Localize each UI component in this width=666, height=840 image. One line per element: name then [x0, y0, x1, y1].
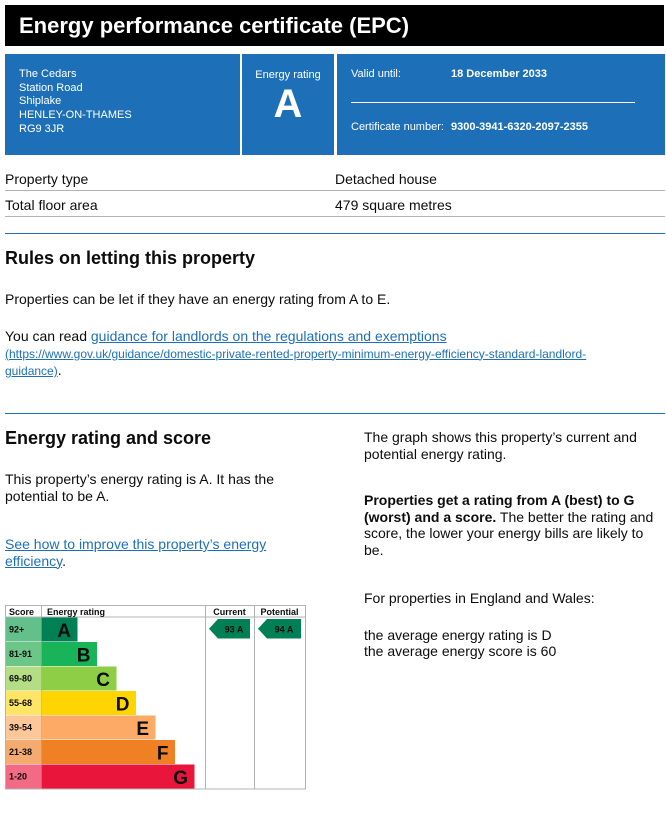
property-type-value: Detached house [335, 171, 437, 187]
valid-until-value: 18 December 2033 [451, 68, 548, 80]
property-type-row [5, 165, 665, 191]
floor-area-value: 479 square metres [335, 197, 452, 213]
header-potential: Potential [260, 607, 299, 617]
guidance-link[interactable]: guidance for landlords on the regulations and exemptions [90, 328, 447, 344]
header-energy-rating: Energy rating [47, 607, 106, 617]
rules-guidance-paragraph [5, 328, 655, 380]
address-line: Station Road [19, 81, 83, 94]
property-type-key: Property type [5, 171, 89, 187]
floor-area-key: Total floor area [5, 197, 98, 213]
band-bar [42, 740, 176, 764]
band-range: 69-80 [9, 673, 33, 684]
band-letter: E [136, 719, 149, 740]
score-paragraph: This property’s energy rating is A. It has the potential to be A. [5, 471, 274, 504]
score-heading: Energy rating and score [5, 428, 212, 448]
address-line: The Cedars [19, 68, 77, 80]
improve-suffix: . [62, 552, 66, 569]
band-bar [42, 765, 195, 789]
average-rating: the average energy rating is D [364, 627, 552, 643]
current-label: 93 A [224, 624, 244, 635]
band-letter: F [156, 743, 169, 765]
rating-explanation [364, 492, 659, 558]
band-letter: A [57, 621, 71, 642]
certificate-number-value: 9300-3941-6320-2097-2355 [451, 121, 589, 133]
rating-explanation-bold: Properties get a rating from A (best) to G (worst) and a score. [364, 492, 635, 525]
average-score: the average energy score is 60 [364, 643, 557, 659]
valid-until-label: Valid until: [351, 68, 401, 80]
band-range: 55-68 [9, 698, 33, 708]
address-line: RG9 3JR [19, 122, 65, 135]
improve-efficiency-link[interactable]: See how to improve this property’s energy efficiency [5, 536, 267, 569]
chart-bands [6, 618, 195, 790]
rules-paragraph: Properties can be let if they have an energy rating from A to E. [5, 291, 391, 307]
graph-explanation: The graph shows this property’s current and potential energy rating. [364, 429, 637, 462]
rules-heading: Rules on letting this property [5, 248, 256, 268]
section-divider [5, 413, 665, 414]
header-current: Current [213, 607, 246, 617]
section-divider [5, 233, 665, 234]
energy-rating-value: A [273, 82, 303, 126]
divider [351, 102, 635, 103]
band-letter: B [76, 645, 91, 667]
address-panel [5, 54, 240, 155]
address-line: HENLEY-ON-THAMES [19, 109, 132, 122]
band-letter: D [115, 694, 130, 716]
header-score: Score [9, 607, 35, 617]
guidance-suffix: . [57, 362, 62, 378]
band-range: 1-20 [9, 771, 28, 782]
guidance-url-link-end[interactable]: guidance) [5, 364, 58, 378]
floor-area-row [5, 191, 665, 217]
band-letter: C [96, 670, 110, 691]
band-range: 39-54 [9, 722, 33, 733]
guidance-url-link[interactable]: (https://www.gov.uk/guidance/domestic-private-rented-property-minimum-energy-efficiency-standard-landlord- [5, 346, 587, 361]
certificate-number-label: Certificate number: [351, 121, 444, 133]
energy-rating-label: Energy rating [255, 69, 321, 81]
band-range: 81-91 [9, 649, 33, 659]
potential-label: 94 A [274, 624, 294, 635]
certificate-panel [337, 54, 665, 155]
improve-paragraph [5, 536, 305, 569]
band-letter: G [173, 768, 188, 789]
band-range: 21-38 [9, 747, 33, 757]
energy-rating-panel [242, 54, 334, 155]
guidance-prefix: You can read [5, 328, 91, 344]
energy-rating-chart [5, 605, 306, 790]
rating-explanation-rest: The better the rating and score, the lower your energy bills are likely to be. [364, 508, 654, 558]
band-range: 92+ [9, 624, 25, 635]
england-wales-note: For properties in England and Wales: [364, 590, 595, 606]
address-line: Shiplake [19, 95, 62, 108]
page-title: Energy performance certificate (EPC) [5, 5, 664, 46]
